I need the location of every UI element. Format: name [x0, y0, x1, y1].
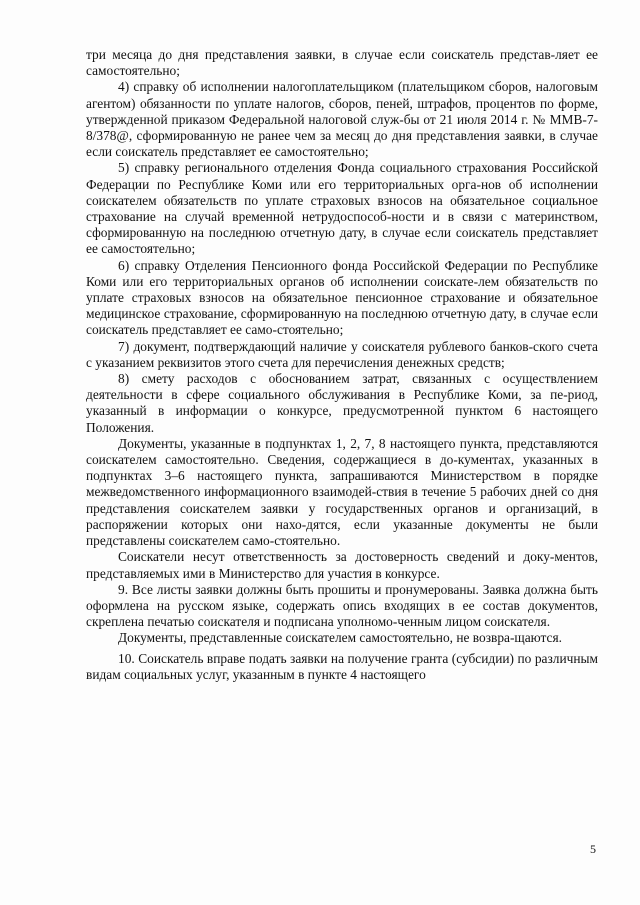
- paragraph-item-9: 9. Все листы заявки должны быть прошиты и пронумерованы. Заявка должна быть оформлена на русском языке, содержать опись входящих в ее состав документов, скреплена печатью соискателя и подписана уполномо-ченным лицом соискателя.: [86, 581, 598, 630]
- paragraph-item-7: 7) документ, подтверждающий наличие у соискателя рублевого банков-ского счета с указанием реквизитов этого счета для перечисления денежных средств;: [86, 338, 598, 370]
- paragraph-item-6: 6) справку Отделения Пенсионного фонда Российской Федерации по Республике Коми или его территориальных органов об исполнении соискате-лем обязательств по уплате страховых взносов на обязательное пенсионное страхование и обязательное медицинское страхование, сформированную на последнюю отчетную дату, в случае если соискатель представляет ее само-стоятельно;: [86, 257, 598, 338]
- paragraph-continuation: три месяца до дня представления заявки, в случае если соискатель представ-ляет ее самостоятельно;: [86, 47, 598, 79]
- paragraph-documents-not-returned: Документы, представленные соискателем самостоятельно, не возвра-щаются.: [118, 630, 562, 646]
- paragraph-item-10: 10. Соискатель вправе подать заявки на получение гранта (субсидии) по различным видам социальных услуг, указанным в пункте 4 настоящего: [86, 650, 598, 682]
- paragraph-responsibility: Соискатели несут ответственность за достоверность сведений и доку-ментов, представляемых ими в Министерство для участия в конкурсе.: [86, 549, 598, 581]
- paragraph-item-5: 5) справку регионального отделения Фонда социального страхования Российской Федерации по Республике Коми или его территориальных орга-нов об исполнении соискателем обязательств по уплате страховых взносов на обязательное социальное страхование на случай временной нетрудоспособ-ности и в связи с материнством, сформированную на последнюю отчетную дату, в случае если соискатель представляет ее самостоятельно;: [86, 160, 598, 257]
- document-body: [86, 47, 598, 683]
- paragraph-item-8: 8) смету расходов с обоснованием затрат, связанных с осуществлением деятельности в сфере социального обслуживания в Республике Коми, за пе-риод, указанный в информации о конкурсе, предусмотренной пунктом 6 настоящего Положения.: [86, 371, 598, 435]
- paragraph-documents-requirements: Документы, указанные в подпунктах 1, 2, 7, 8 настоящего пункта, представляются соискателем самостоятельно. Сведения, содержащиеся в до-кументах, указанных в подпунктах 3–6 настоящего пункта, запрашиваются Министерством в порядке межведомственного информационного взаимодей-ствия в течение 5 рабочих дней со дня представления соискателем заявки у государственных органов и организаций, в распоряжении которых они нахо-дятся, если указанные документы не были представлены соискателем само-стоятельно.: [86, 435, 598, 549]
- paragraph-item-4: 4) справку об исполнении налогоплательщиком (плательщиком сборов, налоговым агентом) обязанности по уплате налогов, сборов, пеней, штрафов, процентов по форме, утвержденной приказом Федеральной налоговой служ-бы от 21 июля 2014 г. № ММВ-7-8/378@, сформированную не ранее чем за месяц до дня представления заявки, в случае если соискатель представляет ее самостоятельно;: [86, 79, 598, 160]
- page-number: 5: [590, 842, 596, 856]
